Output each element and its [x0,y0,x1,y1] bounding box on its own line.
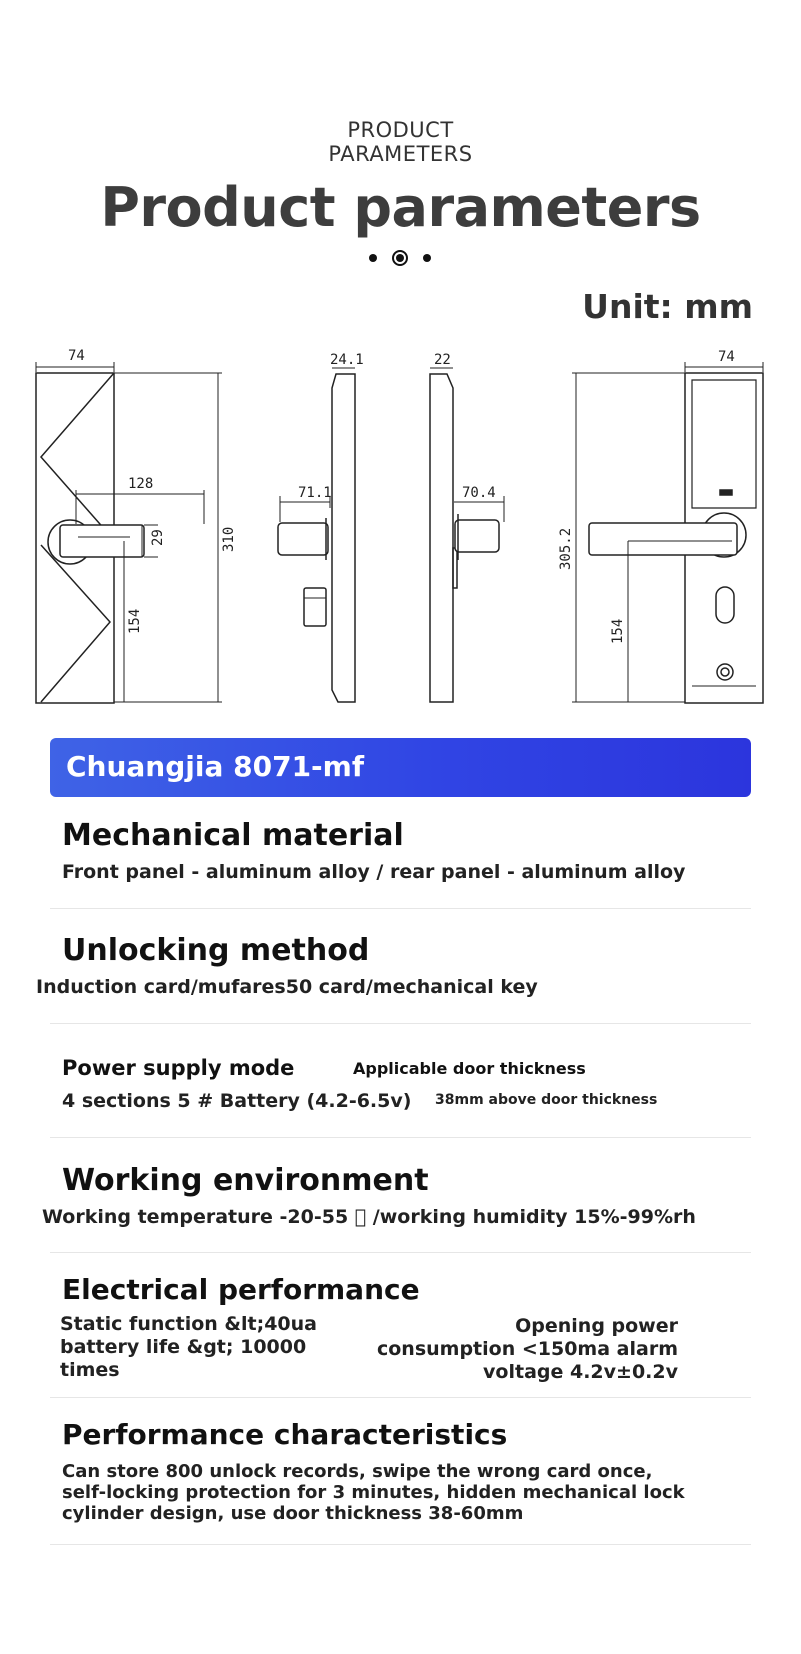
environment-title: Working environment [62,1163,429,1198]
dim-back-handle-center-height: 154 [610,618,626,644]
dim-side-depth: 24.1 [330,352,364,368]
electrical-left-text [60,1313,317,1382]
dim-handle-center-height: 154 [127,608,143,634]
divider [50,1252,751,1253]
dim-back-height: 305.2 [558,527,574,570]
power-title: Power supply mode [62,1056,295,1080]
material-text: Front panel - aluminum alloy / rear panel - aluminum alloy [62,861,686,883]
subtitle-line-2: PARAMETERS [328,142,473,166]
unlocking-title: Unlocking method [62,933,370,968]
electrical-left-line: battery life &gt; 10000 [60,1336,307,1358]
dim-handle-length: 128 [128,476,154,492]
electrical-right-line: voltage 4.2v±0.2v [483,1361,678,1383]
section-subtitle [0,118,801,166]
material-title: Mechanical material [62,818,404,853]
back-view [572,362,763,703]
page-title: Product parameters [100,176,701,239]
pagination-dots [0,248,801,268]
dim-inner-depth: 22 [434,352,451,368]
electrical-left-line: Static function &lt;40ua [60,1313,317,1335]
electrical-title: Electrical performance [62,1273,420,1306]
unit-label: Unit: mm [582,287,753,326]
dim-total-height: 310 [221,526,237,552]
electrical-right-line: consumption <150ma alarm [376,1338,678,1360]
dim-inner-handle-projection: 70.4 [462,485,496,501]
performance-line: self-locking protection for 3 minutes, hidden mechanical lock [62,1482,685,1503]
dot-center [396,254,404,262]
side-view-inner [430,368,504,702]
unlocking-text: Induction card/mufares50 card/mechanical key [36,976,538,998]
dot-left [369,254,377,262]
subtitle-line-1: PRODUCT [347,118,454,142]
lock-dimension-drawing [0,335,801,713]
dim-front-width: 74 [68,348,85,364]
front-view [36,362,222,703]
door-thickness-title: Applicable door thickness [353,1059,586,1078]
dim-side-handle-projection: 71.1 [298,485,332,501]
power-text: 4 sections 5 # Battery (4.2-6.5v) [62,1090,412,1112]
divider [50,1023,751,1024]
side-view-outer [278,368,355,702]
electrical-right-line: Opening power [515,1315,678,1337]
model-banner [50,738,751,797]
dim-back-width: 74 [718,349,735,365]
electrical-left-line: times [60,1359,120,1381]
dot-right [423,254,431,262]
performance-line: cylinder design, use door thickness 38-60mm [62,1503,524,1524]
performance-text [62,1461,685,1524]
divider [50,908,751,909]
divider [50,1137,751,1138]
performance-title: Performance characteristics [62,1418,508,1451]
electrical-right-text [377,1315,678,1384]
environment-text: Working temperature -20-55 ⃞ /working humidity 15%-99%rh [42,1206,696,1228]
model-name: Chuangjia 8071-mf [66,750,365,783]
divider [50,1397,751,1398]
door-thickness-text: 38mm above door thickness [435,1092,658,1108]
dim-handle-height: 29 [150,529,166,546]
divider [50,1544,751,1545]
performance-line: Can store 800 unlock records, swipe the wrong card once, [62,1461,653,1482]
